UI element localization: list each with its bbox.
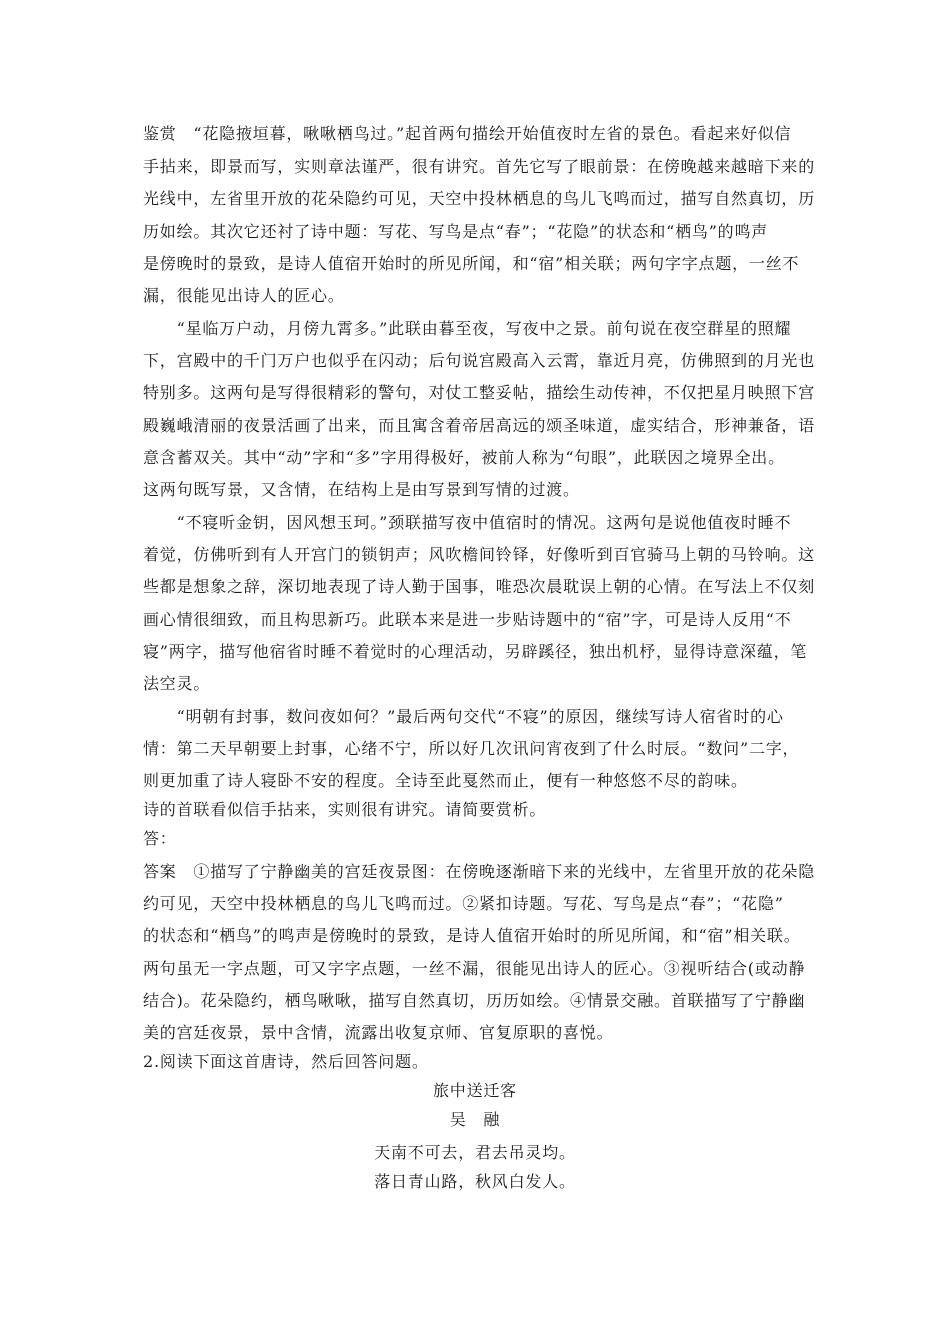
appreciation-p3-line-3: 些都是想象之辞，深切地表现了诗人勤于国事，唯恐次晨耽误上朝的心情。在写法上不仅刻 (143, 577, 816, 596)
question2-intro: 2.阅读下面这首唐诗，然后回答问题。 (143, 1052, 429, 1071)
appreciation-p3-line-1: “不寝听金钥，因风想玉珂。”颈联描写夜中值宿时的情况。这两句是说他值夜时睡不 (143, 513, 792, 532)
appreciation-p3-line-4: 画心情很细致，而且构思新巧。此联本来是进一步贴诗题中的“宿”字，可是诗人反用“不 (143, 610, 792, 629)
question-prompt: 诗的首联看似信手拈来，实则很有讲究。请简要赏析。 (143, 800, 547, 819)
appreciation-p1-line-2: 手拈来，即景而写，实则章法谨严，很有讲究。首先它写了眼前景：在傍晚越来越暗下来的 (143, 157, 816, 176)
appreciation-p1-line-3: 光线中，左省里开放的花朵隐约可见，天空中投林栖息的鸟儿飞鸣而过，描写自然真切，历 (143, 189, 816, 208)
answer-line-5: 结合)。花朵隐约，栖鸟啾啾，描写自然真切，历历如绘。④情景交融。首联描写了宁静幽 (143, 991, 806, 1010)
poem-line-2: 落日青山路，秋风白发人。 (374, 1172, 576, 1191)
appreciation-p1-line-5: 是傍晚时的景致，是诗人值宿开始时的所见所闻，和“宿”相关联；两句字字点题，一丝不 (143, 254, 800, 273)
answer-line-1: 答案 ①描写了宁静幽美的宫廷夜景图：在傍晚逐渐暗下来的光线中，左省里开放的花朵隐 (143, 862, 816, 881)
answer-line-2: 约可见，天空中投林栖息的鸟儿飞鸣而过。②紧扣诗题。写花、写鸟是点“春”；“花隐” (143, 894, 784, 913)
appreciation-p2-line-5: 意含蓄双关。其中“动”字和“多”字用得极好，被前人称为“句眼”，此联因之境界全出。 (143, 448, 785, 467)
appreciation-p2-line-4: 殿巍峨清丽的夜景活画了出来，而且寓含着帝居高远的颂圣味道，虚实结合，形神兼备，语 (143, 416, 816, 435)
answer-line-6: 美的宫廷夜景，景中含情，流露出收复京师、官复原职的喜悦。 (143, 1023, 614, 1042)
appreciation-p3-line-2: 着觉，仿佛听到有人开宫门的锁钥声；风吹檐间铃铎，好像听到百官骑马上朝的马铃响。这 (143, 545, 816, 564)
answer-line-3: 的状态和“栖鸟”的鸣声是傍晚时的景致，是诗人值宿开始时的所见所闻，和“宿”相关联。 (143, 926, 801, 945)
answer-line-4: 两句虽无一字点题，可又字字点题，一丝不漏，很能见出诗人的匠心。③视听结合(或动静 (143, 959, 806, 978)
poem-title: 旅中送迁客 (432, 1081, 517, 1100)
appreciation-p3-line-5: 寝”两字，描写他宿省时睡不着觉时的心理活动，另辟蹊径，独出机杼，显得诗意深蕴，笔 (143, 642, 808, 661)
appreciation-p4-line-2: 情：第二天早朝要上封事，心绪不宁，所以好几次讯问宵夜到了什么时辰。“数问”二字， (143, 739, 800, 758)
appreciation-p4-line-1: “明朝有封事，数问夜如何？”最后两句交代“不寝”的原因，继续写诗人宿省时的心 (143, 707, 784, 726)
appreciation-p3-line-6: 法空灵。 (143, 674, 211, 693)
appreciation-p2-line-3: 特别多。这两句是写得很精彩的警句，对仗工整妥帖，描绘生动传神，不仅把星月映照下宫 (143, 383, 816, 402)
poem-author: 吴 融 (449, 1110, 501, 1129)
poem-line-1: 天南不可去，君去吊灵均。 (374, 1143, 576, 1162)
appreciation-p2-line-2: 下，宫殿中的千门万户也似乎在闪动；后句说宫殿高入云霄，靠近月亮，仿佛照到的月光也 (143, 351, 816, 370)
appreciation-p1-line-4: 历如绘。其次它还衬了诗中题：写花、写鸟是点“春”；“花隐”的状态和“栖鸟”的鸣声 (143, 222, 769, 241)
appreciation-p1-line-1: 鉴赏 “花隐掖垣暮，啾啾栖鸟过。”起首两句描绘开始值夜时左省的景色。看起来好似信 (143, 124, 792, 143)
appreciation-p2-line-6: 这两句既写景，又含情，在结构上是由写景到写情的过渡。 (143, 480, 580, 499)
appreciation-p1-line-6: 漏，很能见出诗人的匠心。 (143, 286, 345, 305)
appreciation-p4-line-3: 则更加重了诗人寝卧不安的程度。全诗至此戛然而止，便有一种悠悠不尽的韵味。 (143, 771, 748, 790)
answer-label: 答： (143, 829, 177, 848)
appreciation-p2-line-1: “星临万户动，月傍九霄多。”此联由暮至夜，写夜中之景。前句说在夜空群星的照耀 (143, 319, 792, 338)
